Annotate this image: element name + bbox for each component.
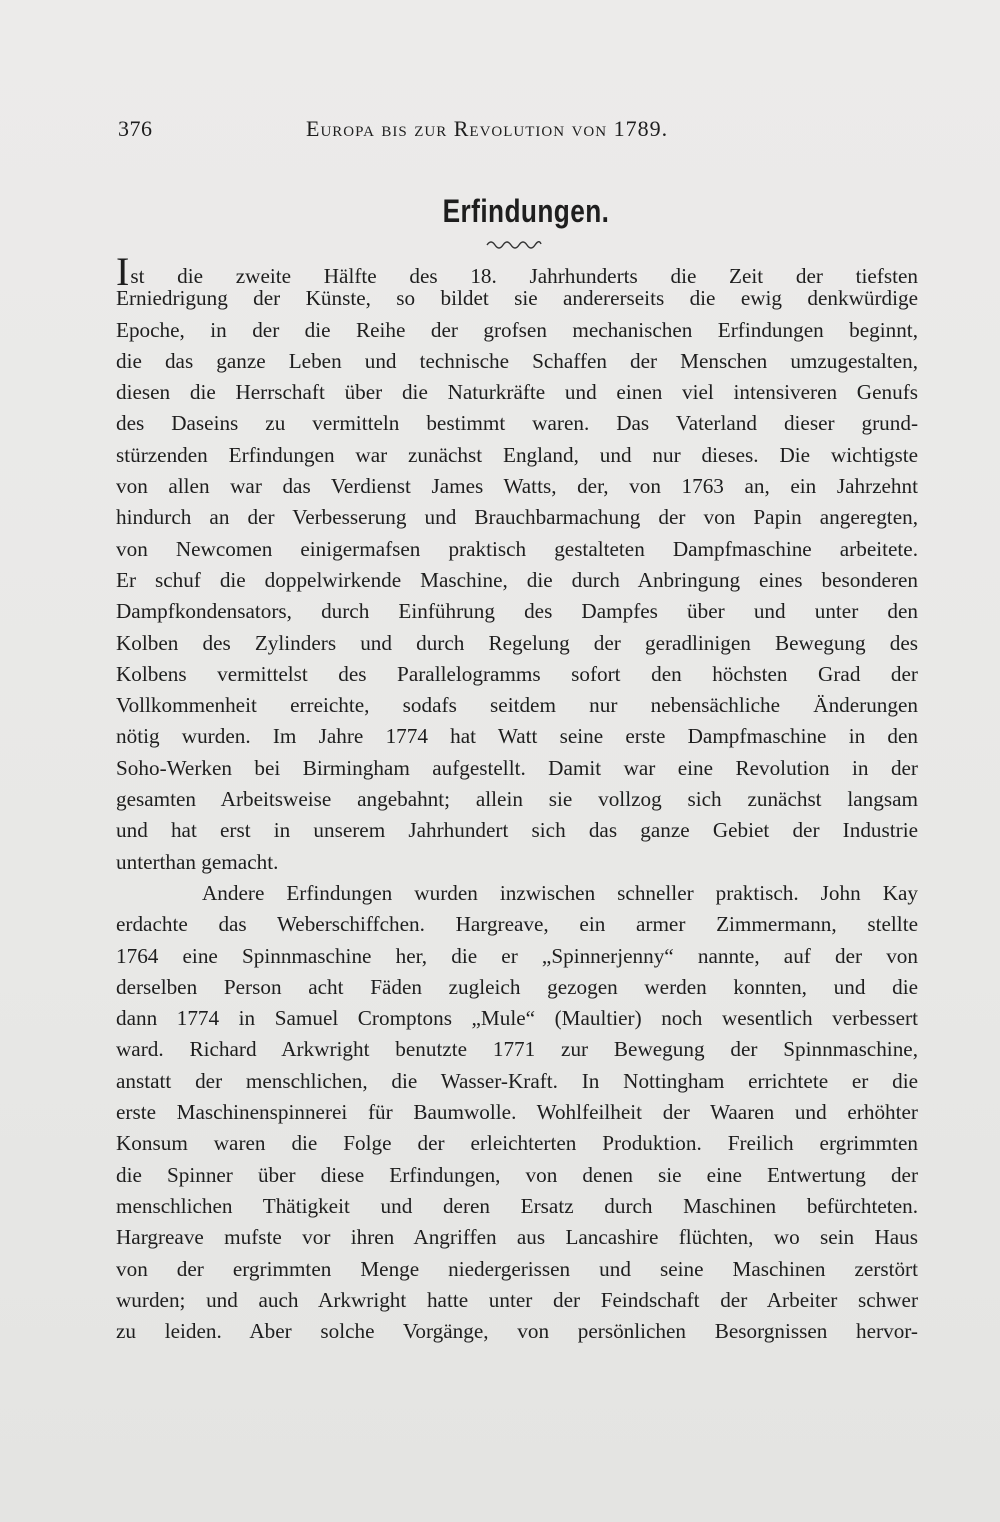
text-line: 1764 eine Spinnmaschine her, die er „Spinnerjenny“ nannte, auf der von: [116, 943, 918, 968]
text-line: erdachte das Weberschiffchen. Hargreave, ein armer Zimmermann, stellte: [116, 912, 918, 937]
text-line: und hat erst in unserem Jahrhundert sich das ganze Gebiet der Industrie: [116, 818, 918, 843]
text-line: nötig wurden. Im Jahre 1774 hat Watt seine erste Dampfmaschine in den: [116, 724, 918, 749]
text-line: unterthan gemacht.: [116, 849, 279, 874]
text-line: stürzenden Erfindungen war zunächst England, und nur dieses. Die wichtigste: [116, 442, 918, 467]
text-line: diesen die Herrschaft über die Naturkräfte und einen viel intensiveren Genufs: [116, 380, 918, 405]
text-line: Hargreave mufste vor ihren Angriffen aus Lancashire flüchten, wo sein Haus: [116, 1225, 918, 1250]
text-line: Ist die zweite Hälfte des 18. Jahrhunderts die Zeit der tiefsten: [116, 249, 918, 294]
text-line: hindurch an der Verbesserung und Brauchbarmachung der von Papin angeregten,: [116, 505, 918, 530]
page-number: 376: [118, 116, 153, 141]
text-line: von der ergrimmten Menge niedergerissen und seine Maschinen zerstört: [116, 1256, 918, 1281]
text-line: Dampfkondensators, durch Einführung des Dampfes über und unter den: [116, 599, 918, 624]
text-line: dann 1774 in Samuel Cromptons „Mule“ (Maultier) noch wesentlich verbessert: [116, 1006, 918, 1031]
text-line: Erniedrigung der Künste, so bildet sie andererseits die ewig denkwürdige: [116, 286, 918, 311]
drop-capital: I: [116, 249, 130, 294]
text-line: derselben Person acht Fäden zugleich gezogen werden konnten, und die: [116, 974, 918, 999]
text-line: Kolben des Zylinders und durch Regelung der geradlinigen Bewegung des: [116, 630, 918, 655]
text-line: anstatt der menschlichen, die Wasser-Kraft. In Nottingham errichtete er die: [116, 1068, 918, 1093]
text-line: Kolbens vermittelst des Parallelogramms sofort den höchsten Grad der: [116, 661, 918, 686]
text-line: Epoche, in der die Reihe der grofsen mechanischen Erfindungen beginnt,: [116, 317, 918, 342]
wavy-ornament-icon: [485, 236, 543, 250]
paragraph-2: [116, 878, 918, 1347]
paragraph-1: [116, 249, 918, 878]
text-line: wurden; und auch Arkwright hatte unter der Feindschaft der Arbeiter schwer: [116, 1287, 918, 1312]
text-line: des Daseins zu vermitteln bestimmt waren. Das Vaterland dieser grund-: [116, 411, 918, 436]
text-line: ward. Richard Arkwright benutzte 1771 zur Bewegung der Spinnmaschine,: [116, 1037, 918, 1062]
text-line: Andere Erfindungen wurden inzwischen schneller praktisch. John Kay: [202, 880, 918, 905]
text-line: von Newcomen einigermafsen praktisch gestalteten Dampfmaschine arbeitete.: [116, 536, 918, 561]
text-line: zu leiden. Aber solche Vorgänge, von persönlichen Besorgnissen hervor-: [116, 1319, 918, 1344]
text-line: Vollkommenheit erreichte, sodafs seitdem nur nebensächliche Änderungen: [116, 693, 918, 718]
text-line: von allen war das Verdienst James Watts, der, von 1763 an, ein Jahrzehnt: [116, 474, 918, 499]
body-text: [116, 249, 918, 1347]
text-line: menschlichen Thätigkeit und deren Ersatz durch Maschinen befürchteten.: [116, 1193, 918, 1218]
text-line: Soho-Werken bei Birmingham aufgestellt. Damit war eine Revolution in der: [116, 755, 918, 780]
text-line: Er schuf die doppelwirkende Maschine, die durch Anbringung eines besonderen: [116, 567, 918, 592]
running-head: [118, 116, 918, 146]
text-line: erste Maschinenspinnerei für Baumwolle. Wohlfeilheit der Waaren und erhöhter: [116, 1100, 918, 1125]
text-line: die Spinner über diese Erfindungen, von denen sie eine Entwertung der: [116, 1162, 918, 1187]
text-line: Konsum waren die Folge der erleichterten Produktion. Freilich ergrimmten: [116, 1131, 918, 1156]
text-line: die das ganze Leben und technische Schaffen der Menschen umzugestalten,: [116, 348, 918, 373]
running-title: Europa bis zur Revolution von 1789.: [306, 116, 669, 141]
chapter-title: Erfindungen.: [442, 193, 610, 229]
text-line: gesamten Arbeitsweise angebahnt; allein sie vollzog sich zunächst langsam: [116, 787, 918, 812]
